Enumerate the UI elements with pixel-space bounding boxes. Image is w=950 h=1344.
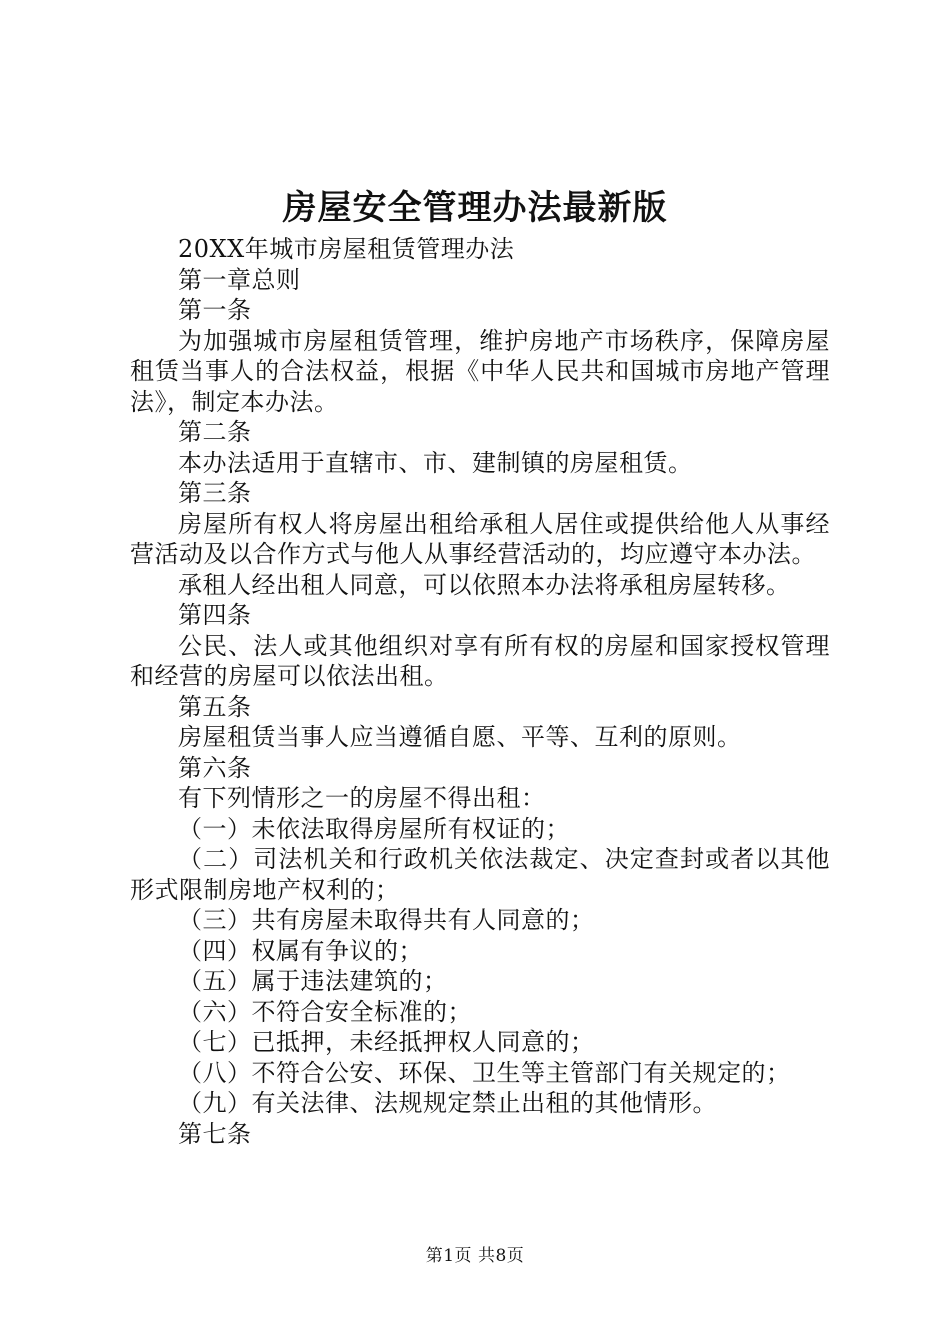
body-paragraph: 20XX年城市房屋租赁管理办法 (178, 235, 515, 263)
body-paragraph: 房屋租赁当事人应当遵循自愿、平等、互利的原则。 (178, 723, 742, 751)
body-paragraph: 第四条 (178, 601, 252, 629)
body-paragraph: 有下列情形之一的房屋不得出租： (178, 784, 546, 812)
body-paragraph: （三）共有房屋未取得共有人同意的； (178, 906, 595, 934)
body-paragraph: 为加强城市房屋租赁管理，维护房地产市场秩序，保障房屋租赁当事人的合法权益，根据《中华人民共和国城市房地产管理法》，制定本办法。 (130, 326, 830, 416)
body-paragraph: （四）权属有争议的； (178, 936, 423, 965)
body-paragraph: （九）有关法律、法规规定禁止出租的其他情形。 (178, 1089, 717, 1117)
body-paragraph: 第六条 (178, 753, 252, 782)
body-paragraph: （二）司法机关和行政机关依法裁定、决定查封或者以其他形式限制房地产权利的； (130, 845, 830, 904)
document-title: 房屋安全管理办法最新版 (282, 188, 668, 228)
body-paragraph: 第一章总则 (178, 265, 301, 294)
body-paragraph: 第三条 (178, 479, 252, 507)
body-paragraph: （七）已抵押，未经抵押权人同意的； (178, 1028, 595, 1056)
body-paragraph: （一）未依法取得房屋所有权证的； (178, 814, 570, 843)
body-paragraph: （八）不符合公安、环保、卫生等主管部门有关规定的； (178, 1058, 791, 1087)
body-paragraph: 公民、法人或其他组织对享有所有权的房屋和国家授权管理和经营的房屋可以依法出租。 (130, 631, 830, 690)
document-body (130, 234, 830, 1149)
body-paragraph: 本办法适用于直辖市、市、建制镇的房屋租赁。 (178, 448, 693, 477)
body-paragraph: （六）不符合安全标准的； (178, 997, 472, 1026)
body-paragraph: 第七条 (178, 1119, 252, 1148)
body-paragraph: （五）属于违法建筑的； (178, 967, 448, 995)
body-paragraph: 第一条 (178, 296, 252, 324)
body-paragraph: 第五条 (178, 692, 252, 721)
body-paragraph: 房屋所有权人将房屋出租给承租人居住或提供给他人从事经营活动及以合作方式与他人从事经营活动的，均应遵守本办法。 (130, 509, 830, 568)
body-paragraph: 承租人经出租人同意，可以依照本办法将承租房屋转移。 (178, 570, 791, 599)
body-paragraph: 第二条 (178, 418, 252, 446)
page-footer: 第1页 共8页 (425, 1246, 525, 1266)
